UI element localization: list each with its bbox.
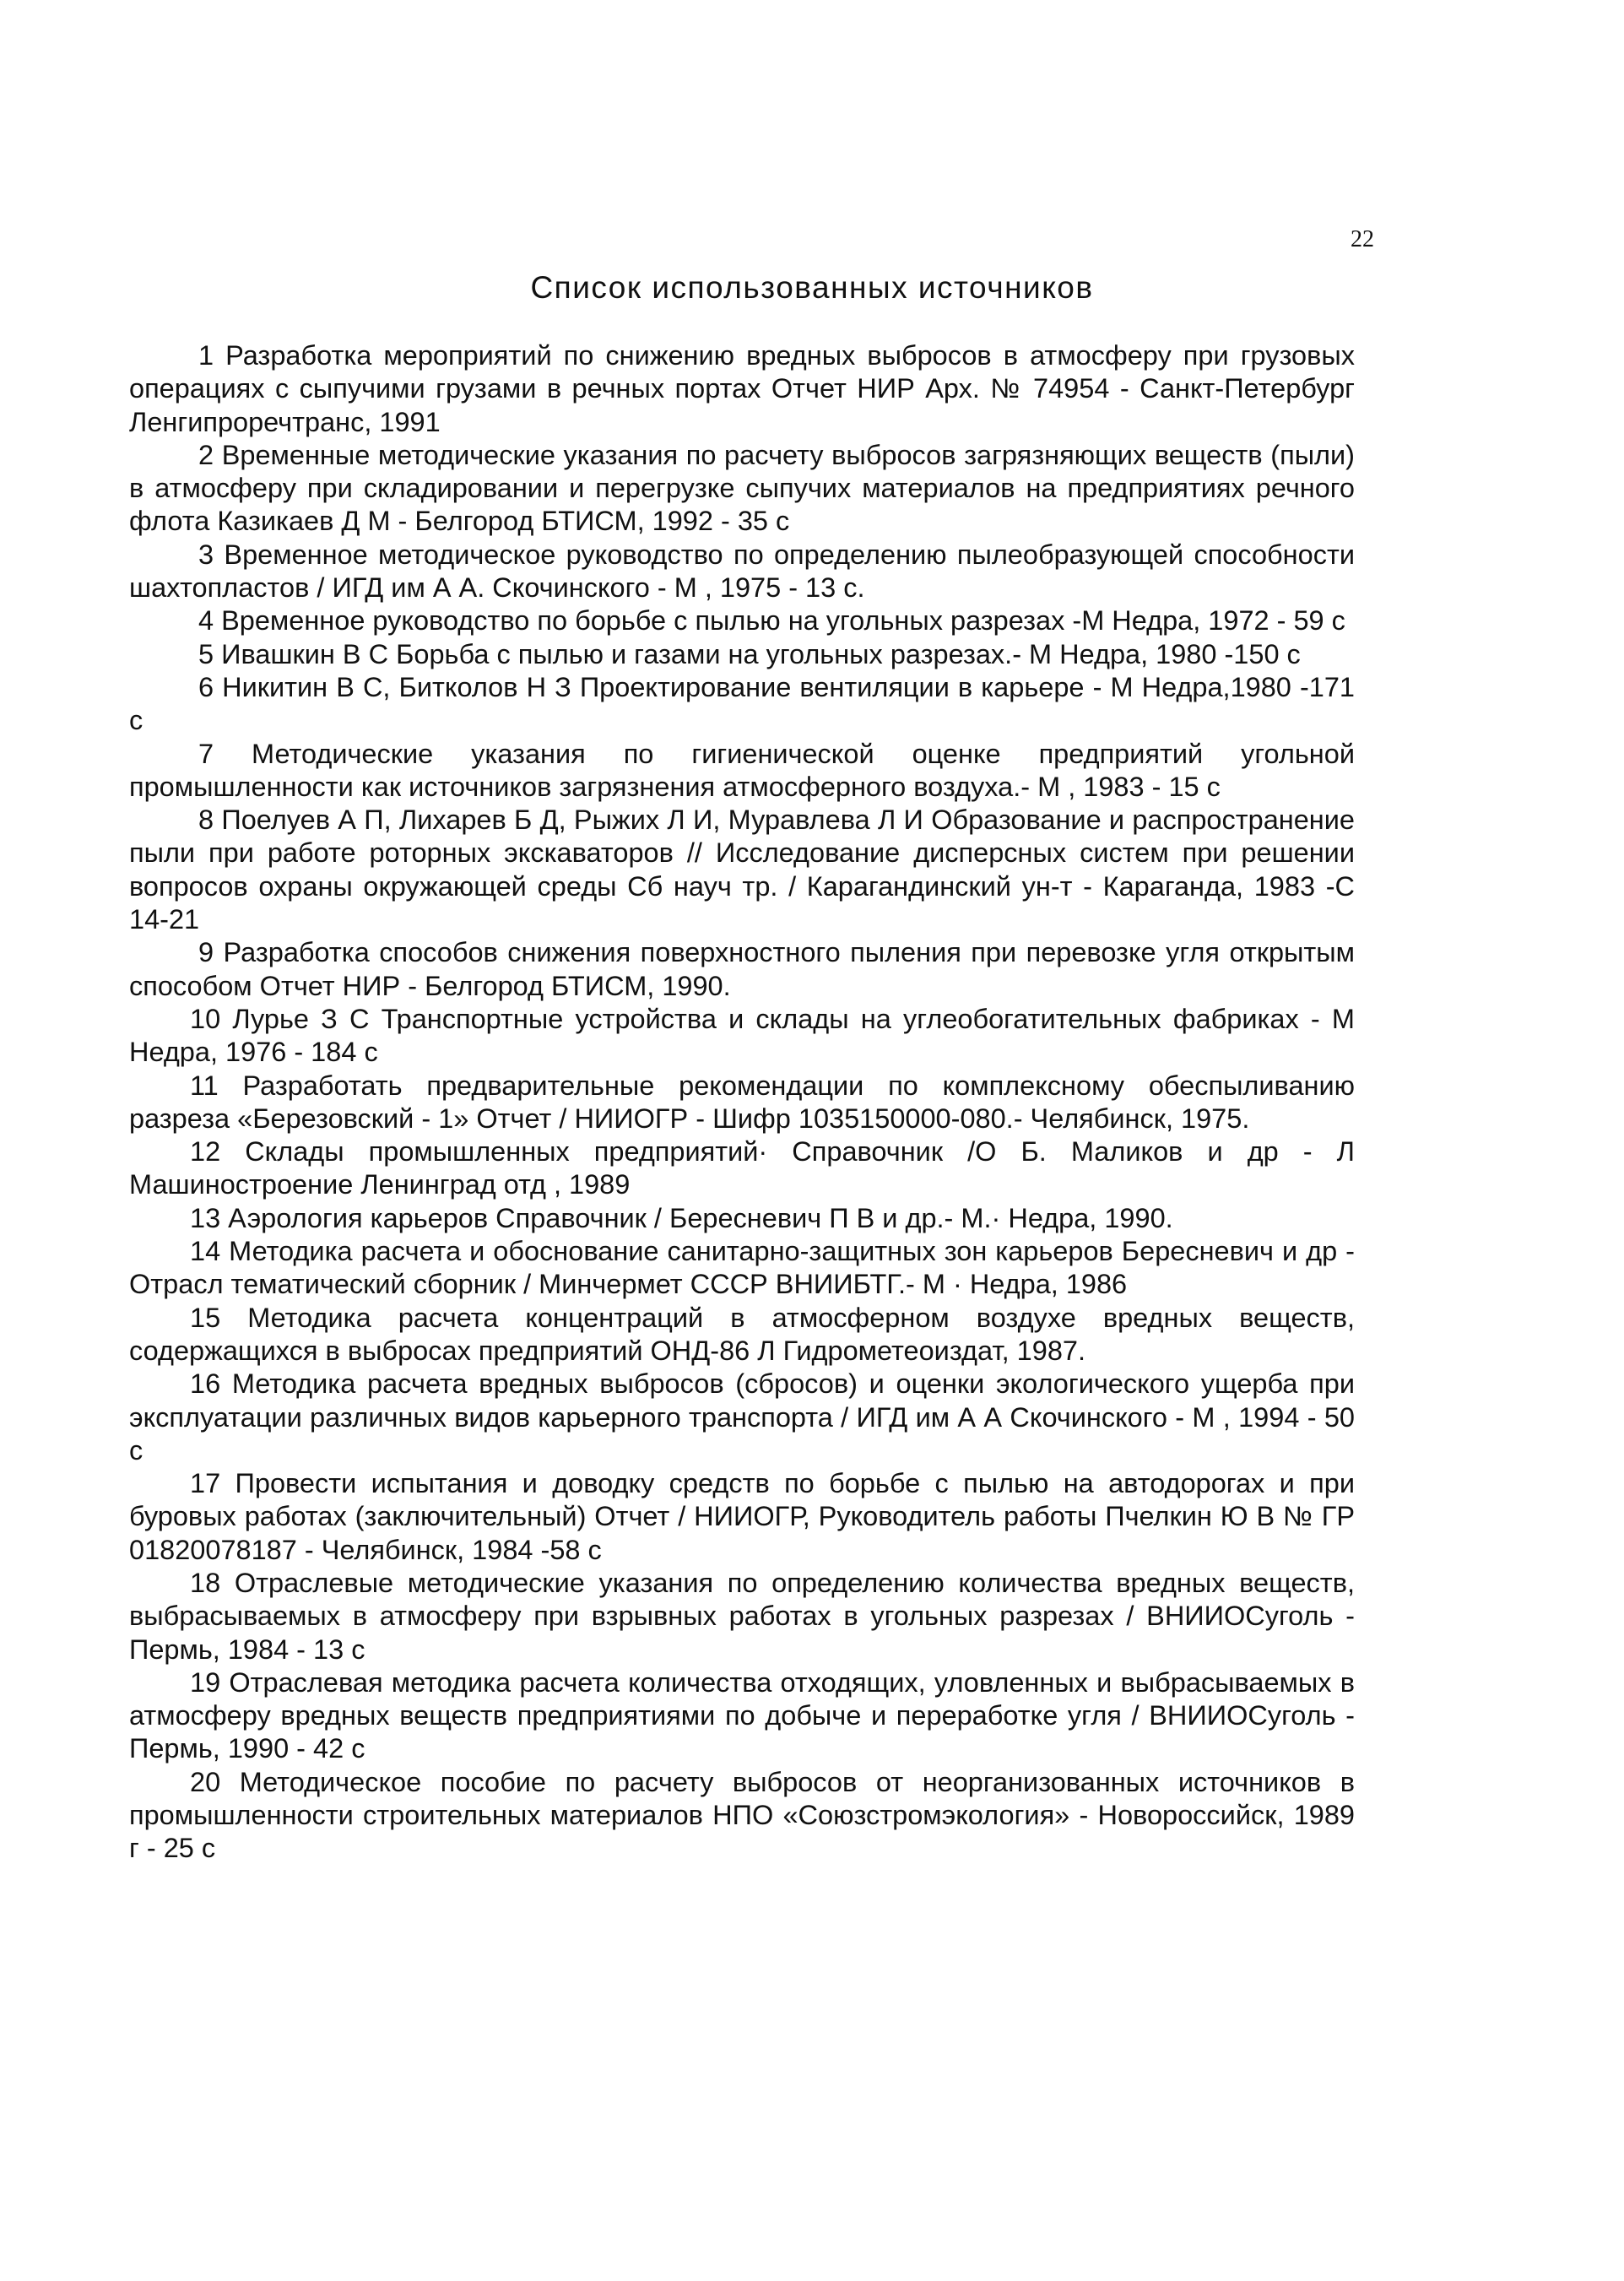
reference-item: 7 Методические указания по гигиенической оценке предприятий угольной промышленности как источников загрязнения атмосферного воздуха.- М , 1983 - 15 с	[129, 738, 1355, 802]
reference-item: 12 Склады промышленных предприятий· Справочник /О Б. Маликов и др - Л Машиностроение Ленинград отд , 1989	[129, 1136, 1355, 1200]
reference-item: 3 Временное методическое руководство по определению пылеобразующей способности шахтопластов / ИГД им А А. Скочинского - М , 1975 - 13 с.	[129, 539, 1355, 604]
reference-item: 15 Методика расчета концентраций в атмосферном воздухе вредных веществ, содержащихся в выбросах предприятий ОНД-86 Л Гидрометеоиздат, 1987.	[129, 1302, 1355, 1366]
reference-item: 11 Разработать предварительные рекомендации по комплексному обеспыливанию разреза «Березовский - 1» Отчет / НИИОГР - Шифр 1035150000-080.- Челябинск, 1975.	[129, 1070, 1355, 1134]
page-number: 22	[1351, 226, 1374, 252]
reference-item: 5 Ивашкин В С Борьба с пылью и газами на угольных разрезах.- М Недра, 1980 -150 с	[198, 638, 1301, 669]
reference-list	[129, 339, 1355, 1866]
reference-item: 17 Провести испытания и доводку средств по борьбе с пылью на автодорогах и при буровых работах (заключительный) Отчет / НИИОГР, Руководитель работы Пчелкин Ю В № ГР 01820078187 - Челябинск, 1984 -58 с	[129, 1468, 1355, 1565]
reference-item: 16 Методика расчета вредных выбросов (сбросов) и оценки экологического ущерба при эксплуатации различных видов карьерного транспорта / ИГД им А А Скочинского - М , 1994 - 50 с	[129, 1368, 1355, 1466]
page-title: Список использованных источников	[530, 270, 1094, 305]
reference-item: 6 Никитин В С, Битколов Н З Проектирование вентиляции в карьере - М Недра,1980 -171 с	[129, 671, 1355, 736]
reference-item: 1 Разработка мероприятий по снижению вредных выбросов в атмосферу при грузовых операциях с сыпучими грузами в речных портах Отчет НИР Арх. № 74954 - Санкт-Петербург Ленгипроречтранс, 1991	[129, 340, 1355, 437]
reference-item: 20 Методическое пособие по расчету выбросов от неорганизованных источников в промышленности строительных материалов НПО «Союзстромэкология» - Новороссийск, 1989 г - 25 с	[129, 1766, 1355, 1864]
reference-item: 9 Разработка способов снижения поверхностного пыления при перевозке угля открытым способом Отчет НИР - Белгород БТИСМ, 1990.	[129, 937, 1355, 1001]
reference-item: 8 Поелуев А П, Лихарев Б Д, Рыжих Л И, Муравлева Л И Образование и распространение пыли при работе роторных экскаваторов // Исследование дисперсных систем при решении вопросов охраны окружающей среды Сб науч тр. / Карагандинский ун-т - Караганда, 1983 -С 14-21	[129, 805, 1355, 935]
reference-item: 2 Временные методические указания по расчету выбросов загрязняющих веществ (пыли) в атмосферу при складировании и перегрузке сыпучих материалов на предприятиях речного флота Казикаев Д М - Белгород БТИСМ, 1992 - 35 с	[129, 439, 1355, 537]
reference-item: 14 Методика расчета и обоснование санитарно-защитных зон карьеров Бересневич и др - Отрасл тематический сборник / Минчермет СССР ВНИИБТГ.- М · Недра, 1986	[129, 1236, 1355, 1300]
reference-item: 13 Аэрология карьеров Справочник / Бересневич П В и др.- М.· Недра, 1990.	[190, 1202, 1173, 1233]
reference-item: 18 Отраслевые методические указания по определению количества вредных веществ, выбрасываемых в атмосферу при взрывных работах в угольных разрезах / ВНИИОСуголь - Пермь, 1984 - 13 с	[129, 1567, 1355, 1665]
reference-item: 19 Отраслевая методика расчета количества отходящих, уловленных и выбрасываемых в атмосферу вредных веществ предприятиями по добыче и переработке угля / ВНИИОСуголь - Пермь, 1990 - 42 с	[129, 1666, 1355, 1764]
reference-item: 10 Лурье З С Транспортные устройства и склады на углеобогатительных фабриках - М Недра, 1976 - 184 с	[129, 1003, 1355, 1068]
reference-item: 4 Временное руководство по борьбе с пылью на угольных разрезах -М Недра, 1972 - 59 с	[198, 605, 1345, 637]
